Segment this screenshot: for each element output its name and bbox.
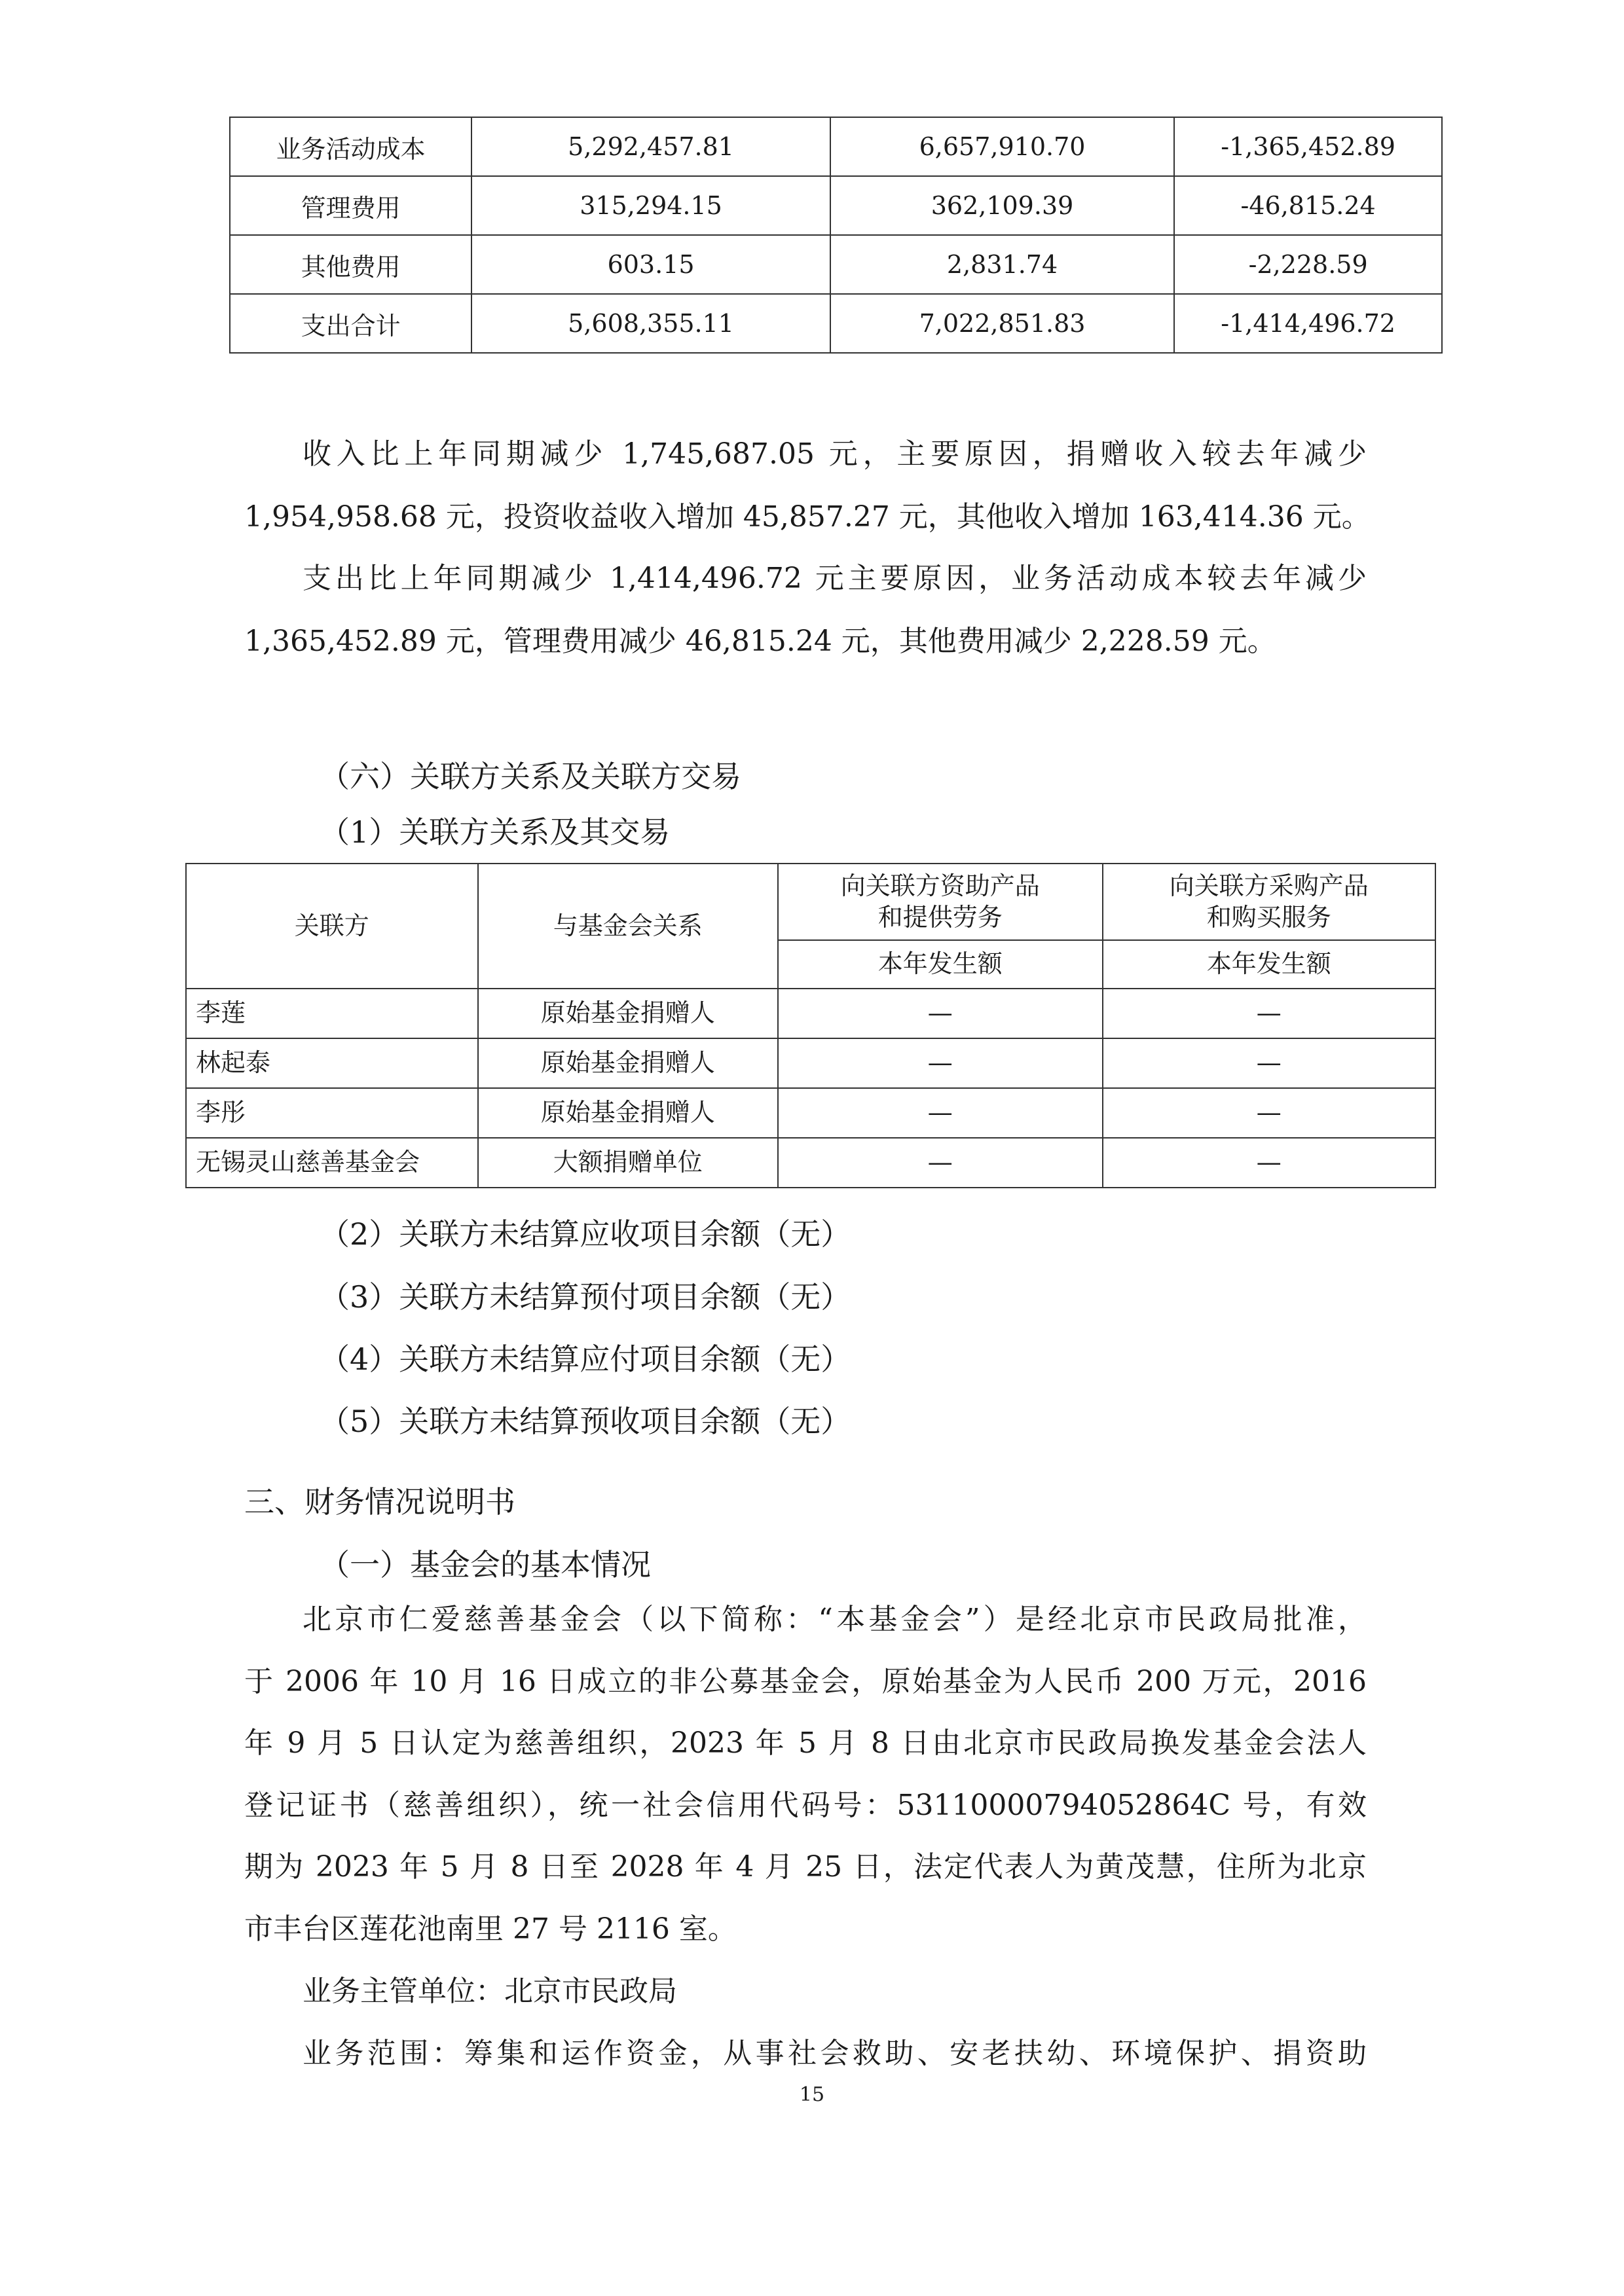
change-value: -1,365,452.89 (1174, 117, 1442, 176)
previous-value: 7,022,851.83 (830, 294, 1174, 353)
header-party: 关联方 (186, 864, 478, 989)
table-row (230, 117, 1442, 176)
col3-value: — (778, 1088, 1102, 1138)
header-col4-line2: 和购买服务 (1206, 902, 1331, 932)
party-relation: 原始基金捐赠人 (478, 1038, 779, 1088)
table-row (230, 235, 1442, 294)
party-name: 林起泰 (186, 1038, 478, 1088)
table-row (230, 176, 1442, 235)
table-row (186, 1138, 1435, 1188)
previous-value: 6,657,910.70 (830, 117, 1174, 176)
change-value: -1,414,496.72 (1174, 294, 1442, 353)
col4-value: — (1103, 1088, 1435, 1138)
scope-line: 业务范围：筹集和运作资金，从事社会救助、安老扶幼、环境保护、捐资助 (303, 2037, 1367, 2070)
col4-value: — (1103, 1038, 1435, 1088)
current-value: 603.15 (471, 235, 830, 294)
expense-paragraph-line2: 1,365,452.89 元，管理费用减少 46,815.24 元，其他费用减少 2,228.59 元。 (244, 625, 1276, 658)
sub-item-3: （3）关联方未结算预付项目余额（无） (320, 1279, 851, 1315)
basic-info-line2: 于 2006 年 10 月 16 日成立的非公募基金会，原始基金为人民币 200 万元，2016 (244, 1665, 1367, 1698)
header-col3 (778, 864, 1102, 940)
basic-info-line1: 北京市仁爱慈善基金会（以下简称：“本基金会”）是经北京市民政局批准， (303, 1603, 1367, 1636)
basic-info-line3: 年 9 月 5 日认定为慈善组织，2023 年 5 月 8 日由北京市民政局换发基金会法人 (244, 1726, 1367, 1760)
previous-value: 2,831.74 (830, 235, 1174, 294)
party-relation: 原始基金捐赠人 (478, 1088, 779, 1138)
table-header-row (186, 864, 1435, 940)
change-value: -2,228.59 (1174, 235, 1442, 294)
header-col3-line1: 向关联方资助产品 (840, 871, 1040, 900)
party-relation: 大额捐赠单位 (478, 1138, 779, 1188)
header-relation: 与基金会关系 (478, 864, 779, 989)
previous-value: 362,109.39 (830, 176, 1174, 235)
income-paragraph-line1: 收入比上年同期减少 1,745,687.05 元，主要原因，捐赠收入较去年减少 (303, 437, 1367, 471)
change-value: -46,815.24 (1174, 176, 1442, 235)
party-name: 李莲 (186, 989, 478, 1038)
party-name: 李彤 (186, 1088, 478, 1138)
row-label: 其他费用 (230, 235, 471, 294)
supervisor-line: 业务主管单位：北京市民政局 (303, 1975, 677, 2008)
table-row (186, 989, 1435, 1038)
col3-value: — (778, 989, 1102, 1038)
table-row (186, 1088, 1435, 1138)
basic-info-line4: 登记证书（慈善组织），统一社会信用代码号：53110000794052864C 号，有效 (244, 1789, 1367, 1822)
section3-sub-heading: （一）基金会的基本情况 (320, 1547, 651, 1582)
section3-heading: 三、财务情况说明书 (244, 1484, 515, 1520)
expense-table (229, 117, 1443, 354)
col3-value: — (778, 1038, 1102, 1088)
sub1-heading: （1）关联方关系及其交易 (320, 814, 671, 850)
current-value: 5,608,355.11 (471, 294, 830, 353)
current-value: 5,292,457.81 (471, 117, 830, 176)
party-relation: 原始基金捐赠人 (478, 989, 779, 1038)
col4-value: — (1103, 989, 1435, 1038)
row-label: 管理费用 (230, 176, 471, 235)
header-col4-line1: 向关联方采购产品 (1169, 871, 1369, 900)
header-col4-amount: 本年发生额 (1103, 940, 1435, 989)
col4-value: — (1103, 1138, 1435, 1188)
row-label: 业务活动成本 (230, 117, 471, 176)
col3-value: — (778, 1138, 1102, 1188)
sub-item-4: （4）关联方未结算应付项目余额（无） (320, 1341, 851, 1377)
sub-item-2: （2）关联方未结算应收项目余额（无） (320, 1216, 851, 1252)
section6-heading: （六）关联方关系及关联方交易 (320, 759, 741, 794)
header-col4 (1103, 864, 1435, 940)
party-name: 无锡灵山慈善基金会 (186, 1138, 478, 1188)
row-label: 支出合计 (230, 294, 471, 353)
page-number: 15 (799, 2083, 825, 2106)
current-value: 315,294.15 (471, 176, 830, 235)
header-col3-line2: 和提供劳务 (877, 902, 1003, 932)
expense-paragraph-line1: 支出比上年同期减少 1,414,496.72 元主要原因，业务活动成本较去年减少 (303, 562, 1367, 595)
income-paragraph-line2: 1,954,958.68 元，投资收益收入增加 45,857.27 元，其他收入增加 163,414.36 元。 (244, 500, 1371, 534)
basic-info-line5: 期为 2023 年 5 月 8 日至 2028 年 4 月 25 日，法定代表人为黄茂慧，住所为北京 (244, 1850, 1367, 1884)
header-col3-amount: 本年发生额 (778, 940, 1102, 989)
table-row (230, 294, 1442, 353)
basic-info-line6: 市丰台区莲花池南里 27 号 2116 室。 (244, 1912, 737, 1946)
table-row (186, 1038, 1435, 1088)
related-party-table (185, 863, 1436, 1188)
sub-item-5: （5）关联方未结算预收项目余额（无） (320, 1404, 851, 1439)
